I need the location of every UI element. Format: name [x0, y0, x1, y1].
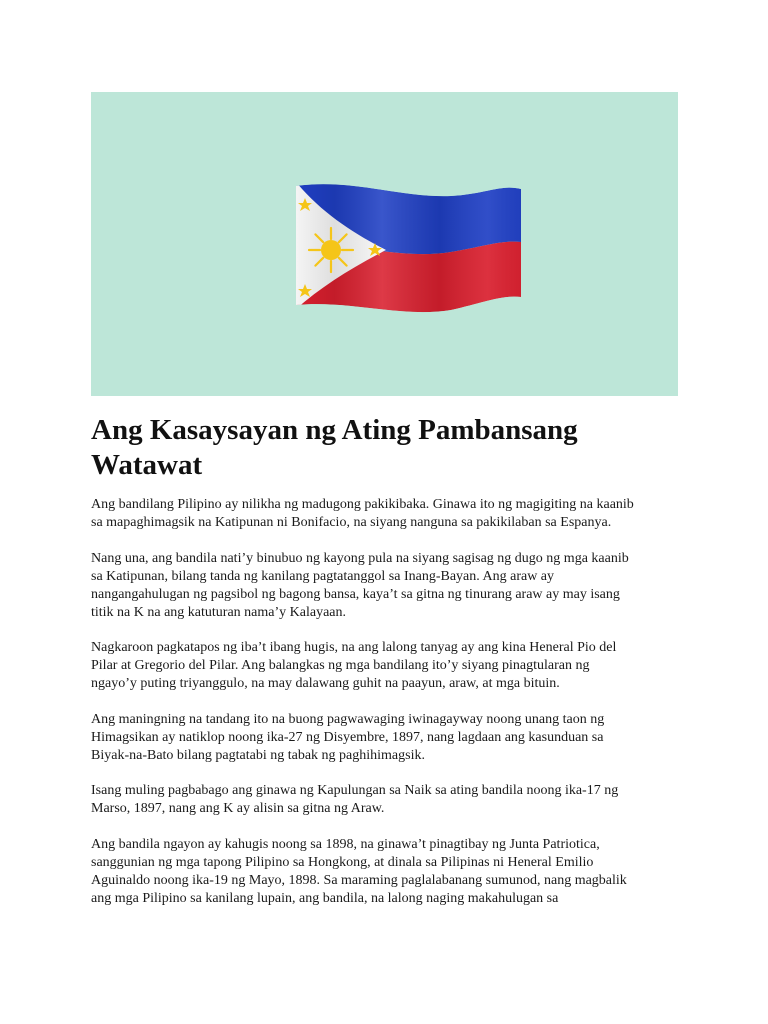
paragraph: Ang bandila ngayon ay kahugis noong sa 1898, na ginawa’t pinagtibay ng Junta Patriotica, sanggunian ng mga tapong Pilipino sa Hongkong, at dinala sa Pilipinas ni Heneral Emilio Aguinaldo noong ika-19 ng Mayo, 1898. Sa maraming paglalabanang sumunod, nang magbalik ang mga Pilipino sa kanilang lupain, ang bandila, na lalong naging makahulugan sa: [91, 836, 627, 906]
paragraph: Isang muling pagbabago ang ginawa ng Kapulungan sa Naik sa ating bandila noong ika-17 ng Marso, 1897, nang ang K ay alisin sa gitna ng Araw.: [91, 783, 619, 816]
paragraph: Ang bandilang Pilipino ay nilikha ng madugong pakikibaka. Ginawa ito ng magigiting na kaanib sa mapaghimagsik na Katipunan ni Bonifacio, na siyang nanguna sa pakikilaban sa Espanya.: [91, 497, 634, 530]
article-body: [91, 496, 681, 925]
flag-sun-icon: [309, 228, 353, 272]
philippine-flag-icon: [91, 92, 678, 396]
hero-image: [91, 92, 678, 396]
paragraph: Nang una, ang bandila nati’y binubuo ng kayong pula na siyang sagisag ng dugo ng mga kaanib sa Katipunan, bilang tanda ng kanilang pagtatanggol sa Inang-Bayan. Ang araw ay nangangahulugan ng pagsibol ng bagong bansa, kaya’t sa gitna ng tinurang araw ay may isang titik na K na ang katuturan nama’y Kalayaan.: [91, 550, 629, 620]
paragraph: Nagkaroon pagkatapos ng iba’t ibang hugis, na ang lalong tanyag ay ang kina Heneral Pio del Pilar at Gregorio del Pilar. Ang balangkas ng mga bandilang ito’y siyang pinagtularan ng ngayo’y puting triyanggulo, na may dalawang guhit na paayun, araw, at mga bituin.: [91, 640, 617, 691]
paragraph: Ang maningning na tandang ito na buong pagwawaging iwinagayway noong unang taon ng Himagsikan ay natiklop noong ika-27 ng Disyembre, 1897, nang lagdaan ang kasunduan sa Biyak-na-Bato bilang pagtatabi ng tabak ng paghihimagsik.: [91, 711, 605, 763]
page-title: Ang Kasaysayan ng Ating Pambansang Watawat: [91, 414, 578, 481]
